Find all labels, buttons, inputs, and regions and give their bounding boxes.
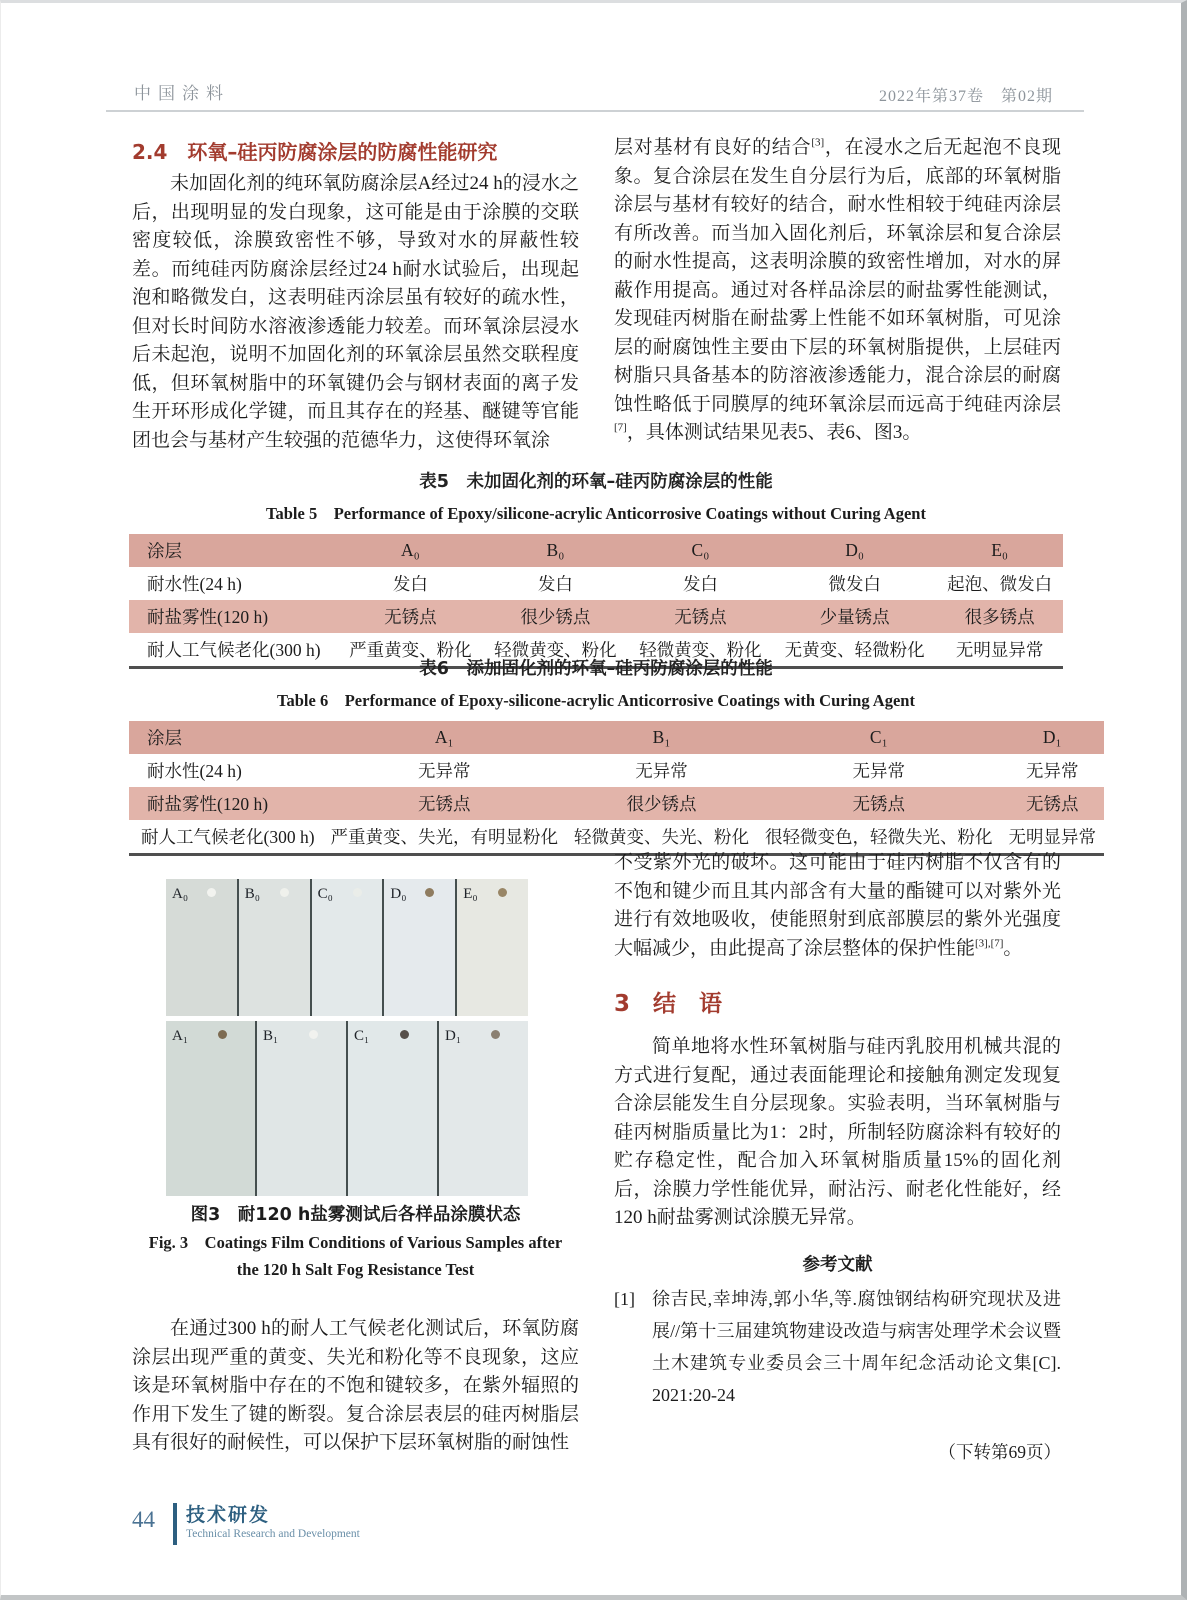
table-cell: 耐盐雾性(120 h) xyxy=(129,787,323,820)
table5-row-water xyxy=(129,567,1063,600)
table-cell: 无异常 xyxy=(1026,761,1079,781)
table6-caption-zh: 表6 添加固化剂的环氧–硅丙防腐涂层的性能 xyxy=(419,659,773,679)
table-cell: 微发白 xyxy=(828,574,881,594)
table6-header-cell: D₁ xyxy=(1001,721,1105,754)
panel-label: D₀ xyxy=(390,886,407,902)
table-cell: 无异常 xyxy=(635,761,688,781)
journal-name: 中国涂料 xyxy=(134,84,230,104)
table-cell: 无明显异常 xyxy=(955,640,1044,660)
table5 xyxy=(129,534,1063,669)
table-cell: 很轻微变色，轻微失光、粉化 xyxy=(765,827,993,847)
table-cell: 很多锈点 xyxy=(936,600,1063,633)
figure3-image xyxy=(166,879,528,1196)
footer-section-en: Technical Research and Development xyxy=(186,1528,360,1540)
references-heading: 参考文献 xyxy=(802,1255,873,1275)
table5-block xyxy=(129,468,1063,669)
panel-label: C₀ xyxy=(317,886,333,902)
figure3-caption-en-line1: Fig. 3 Coatings Film Conditions of Various Samples after xyxy=(148,1233,563,1252)
footer-divider-bar xyxy=(173,1503,177,1545)
table6 xyxy=(129,721,1104,856)
table6-block xyxy=(129,655,1097,856)
panel-hole xyxy=(498,888,507,897)
table6-header-cell: 涂层 xyxy=(129,721,323,754)
right-column-conclusion xyxy=(614,1033,1061,1233)
panel-hole xyxy=(491,1030,500,1039)
panel-hole xyxy=(353,888,362,897)
table-cell: 很少锈点 xyxy=(566,787,757,820)
sample-panel-b1 xyxy=(257,1021,346,1196)
sample-panel-c1 xyxy=(348,1021,437,1196)
table-cell: 发白 xyxy=(537,574,573,594)
panel-hole xyxy=(425,888,434,897)
right-column-mid xyxy=(614,849,1061,963)
table-cell: 耐人工气候老化(300 h) xyxy=(141,827,315,847)
table5-header-cell: D₀ xyxy=(773,534,936,567)
sample-panel-b0 xyxy=(239,879,310,1016)
table-cell: 轻微黄变、粉化 xyxy=(639,640,762,660)
table-cell: 轻微黄变、失光、粉化 xyxy=(574,827,750,847)
left-paragraph-2: 在通过300 h的耐人工气候老化测试后，环氧防腐涂层出现严重的黄变、失光和粉化等不良现象，这应该是环氧树脂中存在的不饱和键较多，在紫外辐照的作用下发生了键的断裂。复合涂层表层的硅丙树脂层具有很好的耐候性，可以保护下层环氧树脂的耐蚀性 xyxy=(132,1318,579,1453)
sample-panel-e0 xyxy=(457,879,528,1016)
panel-label: A₀ xyxy=(172,886,189,902)
table-cell: 无异常 xyxy=(852,761,906,781)
table-cell: 无异常 xyxy=(418,761,471,781)
table5-header-cell: B₀ xyxy=(483,534,628,567)
table6-caption-en: Table 6 Performance of Epoxy-silicone-acrylic Anticorrosive Coatings with Curing Agent xyxy=(277,691,915,710)
table-cell: 无锈点 xyxy=(628,600,773,633)
left-paragraph-1: 未加固化剂的纯环氧防腐涂层A经过24 h的浸水之后，出现明显的发白现象，这可能是由于涂膜的交联密度较低，涂膜致密性不够，导致对水的屏蔽性较差。而纯硅丙防腐涂层经过24 h耐水试验后，出现起泡和略微发白，这表明硅丙涂层虽有较好的疏水性，但对长时间防水溶液渗透能力较差。而环氧涂层浸水后未起泡，说明不加固化剂的环氧涂层虽然交联程度低，但环氧树脂中的环氧键仍会与钢材表面的离子发生开环形成化学键，而且其存在的羟基、醚键等官能团也会与基材产生较强的范德华力，这使得环氧涂 xyxy=(132,173,579,451)
table6-header-row xyxy=(129,721,1104,754)
table5-caption-en: Table 5 Performance of Epoxy/silicone-acrylic Anticorrosive Coatings without Curing Agent xyxy=(266,504,926,523)
reference-number: [1] xyxy=(614,1289,635,1309)
table-cell: 无明显异常 xyxy=(1008,827,1097,847)
table5-header-cell: 涂层 xyxy=(129,534,338,567)
table5-row-saltfog xyxy=(129,600,1063,633)
panel-hole xyxy=(207,888,216,897)
page-number: 44 xyxy=(132,1507,155,1532)
table-cell: 严重黄变、粉化 xyxy=(349,640,472,660)
sample-panel-d0 xyxy=(384,879,455,1016)
issue-info: 2022年第37卷 第02期 xyxy=(878,88,1053,105)
table-cell: 耐盐雾性(120 h) xyxy=(129,600,338,633)
table-cell: 无锈点 xyxy=(1001,787,1105,820)
table6-header-cell: C₁ xyxy=(757,721,1001,754)
figure3-caption-zh: 图3 耐120 h盐雾测试后各样品涂膜状态 xyxy=(190,1205,521,1225)
table6-header-cell: B₁ xyxy=(566,721,757,754)
table5-header-row xyxy=(129,534,1063,567)
table-cell: 无黄变、轻微粉化 xyxy=(784,640,925,660)
panel-label: B₁ xyxy=(263,1028,279,1044)
table6-row-saltfog xyxy=(129,787,1104,820)
panel-label: B₀ xyxy=(244,886,261,902)
panel-label: E₀ xyxy=(463,886,478,902)
sample-panel-a0 xyxy=(166,879,237,1016)
right-paragraph-2: 不受紫外光的破坏。这可能由于硅丙树脂不仅含有的不饱和键少而且其内部含有大量的酯键可以对紫外光进行有效地吸收，使能照射到底部膜层的紫外光强度大幅减少，由此提高了涂层整体的保护性能[3],[7]。 xyxy=(614,852,1061,959)
left-column-upper xyxy=(132,139,579,455)
reference-item-1 xyxy=(614,1283,1061,1411)
table-cell: 严重黄变、失光，有明显粉化 xyxy=(330,827,559,847)
table6-row-water xyxy=(129,754,1104,787)
table-cell: 无锈点 xyxy=(323,787,567,820)
panel-hole xyxy=(218,1030,227,1039)
right-paragraph-1: 层对基材有良好的结合[3]，在浸水之后无起泡不良现象。复合涂层在发生自分层行为后，底部的环氧树脂涂层与基材有较好的结合，耐水性相较于纯硅丙涂层有所改善。而当加入固化剂后，环氧涂层和复合涂层的耐水性提高，这表明涂膜的致密性增加，对水的屏蔽作用提高。通过对各样品涂层的耐盐雾性能测试，发现硅丙树脂在耐盐雾上性能不如环氧树脂，可见涂层的耐腐蚀性主要由下层的环氧树脂提供，上层硅丙树脂只具备基本的防溶液渗透能力，混合涂层的耐腐蚀性略低于同膜厚的纯环氧涂层而远高于纯硅丙涂层[7]，具体测试结果见表5、表6、图3。 xyxy=(614,136,1061,443)
table-cell: 发白 xyxy=(392,574,428,594)
sample-panel-a1 xyxy=(166,1021,255,1196)
figure3-row1 xyxy=(166,879,528,1016)
panel-label: D₁ xyxy=(445,1028,462,1044)
left-column-lower xyxy=(132,1315,579,1458)
continuation-note: （下转第69页） xyxy=(938,1442,1061,1462)
conclusion-paragraph: 简单地将水性环氧树脂与硅丙乳胶用机械共混的方式进行复配，通过表面能理论和接触角测定发现复合涂层能发生自分层现象。实验表明，当环氧树脂与硅丙树脂质量比为1：2时，所制轻防腐涂料有较好的贮存稳定性，配合加入环氧树脂质量15%的固化剂后，涂膜力学性能优异，耐沾污、耐老化性能好，经120 h耐盐雾测试涂膜无异常。 xyxy=(614,1036,1061,1228)
sample-panel-c0 xyxy=(312,879,383,1016)
table5-caption-zh: 表5 未加固化剂的环氧–硅丙防腐涂层的性能 xyxy=(419,472,773,492)
table-cell: 发白 xyxy=(682,574,718,594)
panel-label: C₁ xyxy=(354,1028,370,1044)
right-column-upper xyxy=(614,134,1061,448)
table-cell: 耐水性(24 h) xyxy=(147,574,242,594)
table-cell: 起泡、微发白 xyxy=(947,574,1053,594)
footer-section-zh: 技术研发 xyxy=(186,1504,271,1526)
table5-header-cell: C₀ xyxy=(628,534,773,567)
table-cell: 耐人工气候老化(300 h) xyxy=(147,640,321,660)
table-cell: 耐水性(24 h) xyxy=(147,761,242,781)
sample-panel-d1 xyxy=(439,1021,528,1196)
header-rule xyxy=(106,110,1084,112)
table5-header-cell: A₀ xyxy=(338,534,483,567)
figure3-row2 xyxy=(166,1021,528,1196)
panel-hole xyxy=(400,1030,409,1039)
section-2-4-heading: 2.4 环氧–硅丙防腐涂层的防腐性能研究 xyxy=(132,140,498,164)
table-cell: 少量锈点 xyxy=(773,600,936,633)
section-3-heading: 3 结 语 xyxy=(614,991,723,1017)
figure3-caption-en xyxy=(119,1229,592,1283)
panel-label: A₁ xyxy=(172,1028,189,1044)
reference-text: 徐吉民,幸坤涛,郭小华,等.腐蚀钢结构研究现状及进展//第十三届建筑物建设改造与病害处理学术会议暨土木建筑专业委员会三十周年纪念活动论文集[C]. 2021:20-24 xyxy=(652,1289,1061,1405)
panel-hole xyxy=(280,888,289,897)
table-cell: 很少锈点 xyxy=(483,600,628,633)
table6-header-cell: A₁ xyxy=(323,721,567,754)
table-cell: 无锈点 xyxy=(338,600,483,633)
panel-hole xyxy=(309,1030,318,1039)
table5-header-cell: E₀ xyxy=(936,534,1063,567)
table-cell: 无锈点 xyxy=(757,787,1001,820)
figure3-caption-en-line2: the 120 h Salt Fog Resistance Test xyxy=(236,1260,475,1279)
table-cell: 轻微黄变、粉化 xyxy=(494,640,617,660)
